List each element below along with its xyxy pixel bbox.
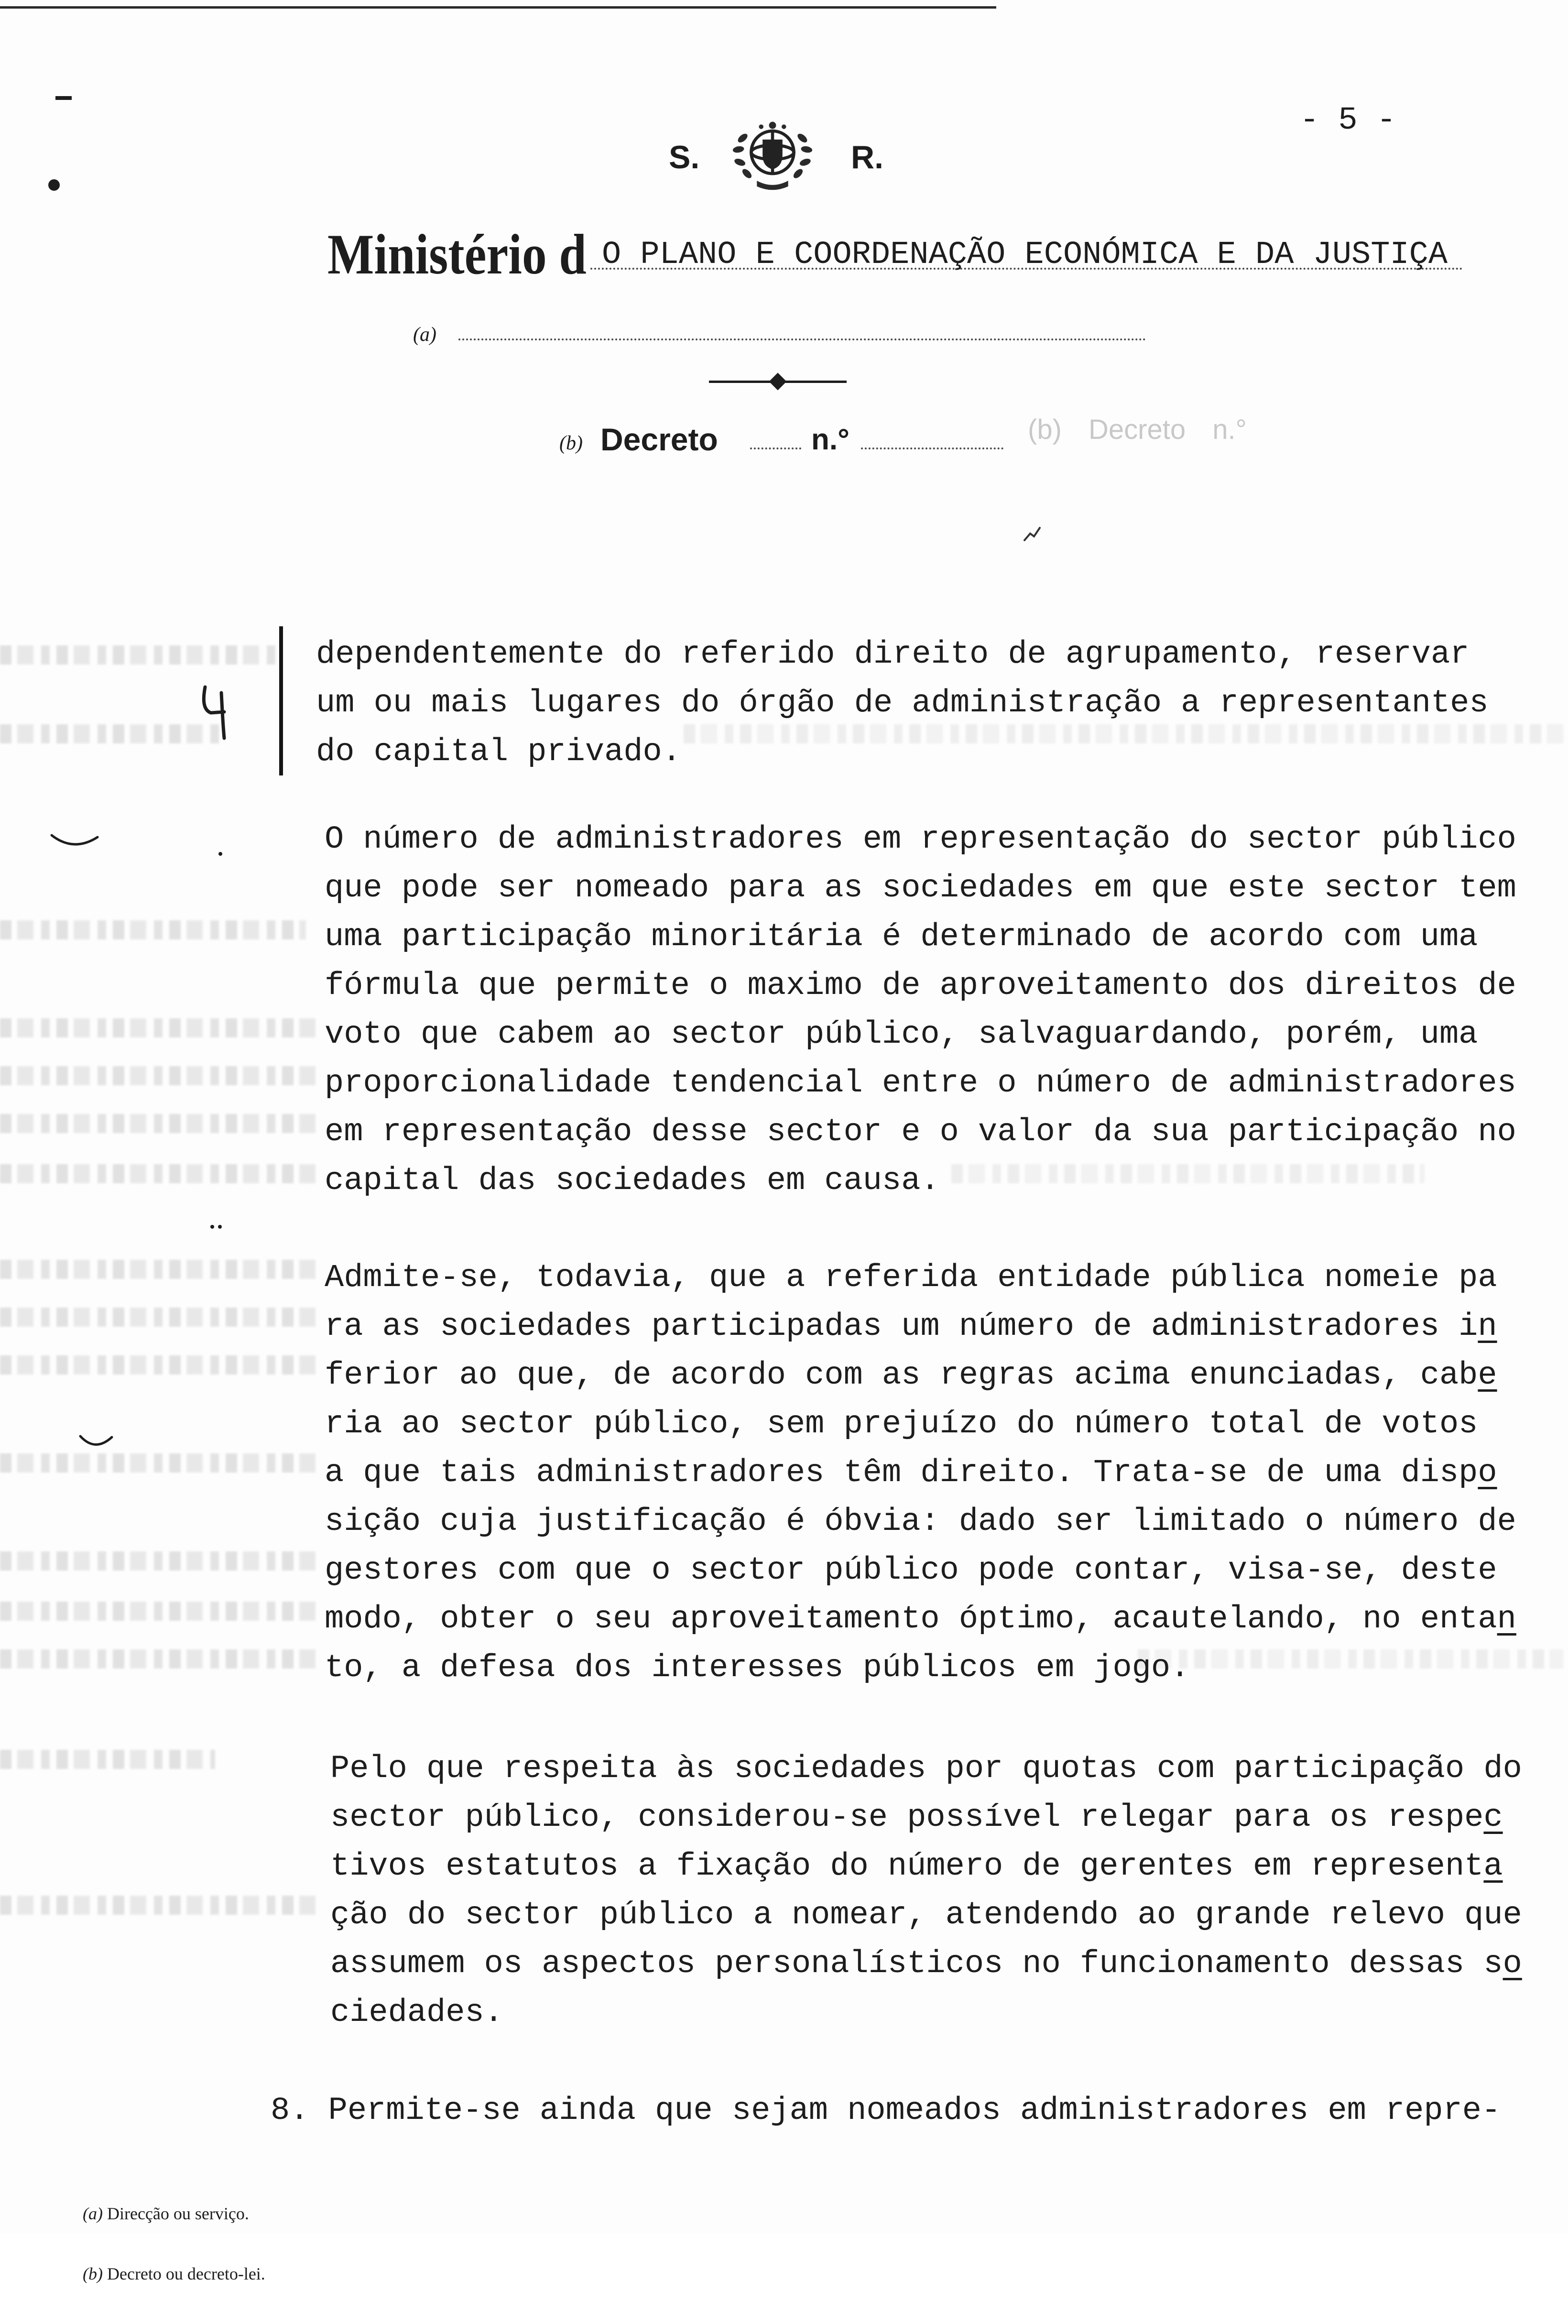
text-line (325, 1595, 1516, 1644)
page-number: - 5 - (1300, 102, 1396, 139)
hyphenation-underlined-char: n (1497, 1601, 1516, 1637)
bleed-through (0, 724, 225, 743)
line-text: ferior ao que, de acordo com as regras acima enunciadas, cab (325, 1357, 1478, 1394)
footnotes (83, 2163, 265, 2324)
paragraph-8 (271, 2086, 1501, 2135)
numero-dotted-line (861, 447, 1003, 449)
text-line (325, 1010, 1516, 1059)
decreto-dotted-line (750, 447, 801, 449)
text-line (316, 679, 1489, 728)
handwritten-mark (196, 683, 242, 741)
text-line (325, 1546, 1516, 1595)
bleed-through (0, 1453, 316, 1473)
line-text: ria ao sector público, sem prejuízo do número total de votos (325, 1406, 1478, 1442)
text-line (330, 1940, 1522, 1988)
text-line (271, 2086, 1501, 2135)
margin-curve-mark (78, 1434, 114, 1451)
bleed-through (0, 1602, 316, 1621)
bleed-through (0, 645, 282, 665)
margin-dot-mark (210, 1225, 214, 1229)
text-line (325, 1059, 1516, 1108)
line-text: tivos estatutos a fixação do número de gerentes em represent (330, 1848, 1484, 1885)
margin-dot-mark (218, 852, 222, 856)
footnote-b (83, 2264, 265, 2284)
footnote-label: (a) (83, 2204, 103, 2223)
paragraph-sociedades-por-quotas (330, 1745, 1522, 2037)
hyphenation-underlined-char: n (1478, 1309, 1497, 1345)
text-line (325, 864, 1516, 913)
text-line (316, 630, 1489, 679)
top-rule (0, 6, 996, 9)
text-line (325, 1302, 1516, 1351)
line-text: do capital privado. (316, 734, 681, 770)
text-line (325, 1254, 1516, 1302)
footnote-a (83, 2204, 265, 2224)
line-text: capital das sociedades em causa. (325, 1163, 940, 1199)
bleed-through (0, 1551, 316, 1571)
margin-dash-mark (55, 96, 72, 100)
line-text: 8. Permite-se ainda que sejam nomeados administradores em repre- (271, 2093, 1501, 2129)
ministry-title-prefix: Ministério d (327, 222, 587, 286)
bleed-through (0, 1308, 316, 1327)
line-text: O número de administradores em representação do sector público (325, 821, 1516, 858)
line-text: que pode ser nomeado para as sociedades em que este sector tem (325, 870, 1516, 906)
text-line (330, 1842, 1522, 1891)
bleed-through (0, 1018, 316, 1037)
text-line (325, 1449, 1516, 1497)
line-text: modo, obter o seu aproveitamento óptimo, acautelando, no enta (325, 1601, 1497, 1637)
line-text: voto que cabem ao sector público, salvaguardando, porém, uma (325, 1016, 1478, 1053)
line-text: um ou mais lugares do órgão de administração a representantes (316, 685, 1489, 721)
text-line (325, 1400, 1516, 1449)
line-text: to, a defesa dos interesses públicos em jogo. (325, 1650, 1190, 1686)
hyphenation-underlined-char: o (1503, 1946, 1522, 1982)
text-line (330, 1891, 1522, 1940)
line-text: assumem os aspectos personalísticos no funcionamento dessas s (330, 1946, 1503, 1982)
ministry-name-typed: O PLANO E COORDENAÇÃO ECONÓMICA E DA JUSTIÇA (602, 237, 1448, 273)
field-a-label: (a) (413, 324, 436, 346)
margin-dot-mark (48, 179, 60, 191)
line-text: a que tais administradores têm direito. Trata-se de uma disp (325, 1455, 1478, 1491)
bleed-through (0, 1114, 316, 1133)
bleed-through (0, 1649, 316, 1669)
text-line (330, 1793, 1522, 1842)
divider-diamond-icon (769, 373, 787, 391)
pencil-scribble-mark (1022, 524, 1042, 544)
text-line (325, 1644, 1516, 1692)
bleed-through (0, 1164, 316, 1183)
text-line (325, 1157, 1516, 1205)
header-letter-s: S. (669, 139, 700, 175)
line-text: gestores com que o sector público pode contar, visa-se, deste (325, 1552, 1497, 1589)
paragraph-administrators (325, 815, 1516, 1205)
field-b-label: (b) (559, 432, 583, 454)
line-text: em representação desse sector e o valor da sua participação no (325, 1114, 1516, 1150)
line-text: sição cuja justificação é óbvia: dado ser limitado o número de (325, 1504, 1516, 1540)
bleed-through (0, 1355, 316, 1375)
decreto-label: Decreto (600, 422, 718, 457)
bleed-through (0, 1750, 215, 1769)
hyphenation-underlined-char: a (1483, 1848, 1503, 1885)
field-a-dotted-line (458, 338, 1146, 340)
paragraph-admite-se (325, 1254, 1516, 1692)
line-text: ciedades. (330, 1995, 503, 2031)
margin-dot-mark (218, 1225, 222, 1229)
text-line (325, 961, 1516, 1010)
bleed-through (0, 1260, 316, 1279)
hyphenation-underlined-char: o (1478, 1455, 1497, 1491)
hyphenation-underlined-char: e (1478, 1357, 1497, 1394)
bleed-through (0, 920, 306, 939)
margin-curve-mark (50, 832, 99, 851)
text-line (325, 913, 1516, 961)
paragraph-continuation (316, 630, 1489, 776)
text-line (330, 1745, 1522, 1793)
text-line (325, 1108, 1516, 1157)
text-line (325, 815, 1516, 864)
line-text: dependentemente do referido direito de agrupamento, reservar (316, 636, 1470, 673)
line-text: proporcionalidade tendencial entre o número de administradores (325, 1065, 1516, 1102)
line-text: sector público, considerou-se possível relegar para os respe (330, 1800, 1484, 1836)
line-text: uma participação minoritária é determinado de acordo com uma (325, 919, 1478, 955)
footnote-text: Decreto ou decreto-lei. (102, 2264, 265, 2283)
line-text: ra as sociedades participadas um número de administradores i (325, 1309, 1478, 1345)
line-text: Pelo que respeita às sociedades por quotas com participação do (330, 1751, 1522, 1787)
header-letter-r: R. (851, 139, 883, 175)
text-line (325, 1351, 1516, 1400)
footnote-text: Direcção ou serviço. (102, 2204, 249, 2223)
text-line (316, 728, 1489, 776)
coat-of-arms-emblem-icon (723, 118, 822, 192)
bleed-through-header-text: (b) Decreto n.° (1028, 414, 1247, 445)
line-text: ção do sector público a nomear, atendendo ao grande relevo que (330, 1897, 1522, 1933)
bleed-through (0, 1066, 316, 1085)
line-text: fórmula que permite o maximo de aproveitamento dos direitos de (325, 968, 1516, 1004)
numero-label: n.° (811, 423, 849, 456)
hyphenation-underlined-char: c (1483, 1800, 1503, 1836)
text-line (330, 1988, 1522, 2037)
line-text: Admite-se, todavia, que a referida entidade pública nomeie pa (325, 1260, 1497, 1296)
footnote-label: (b) (83, 2264, 103, 2283)
margin-vertical-bar (279, 626, 283, 775)
bleed-through (0, 1896, 316, 1915)
text-line (325, 1497, 1516, 1546)
